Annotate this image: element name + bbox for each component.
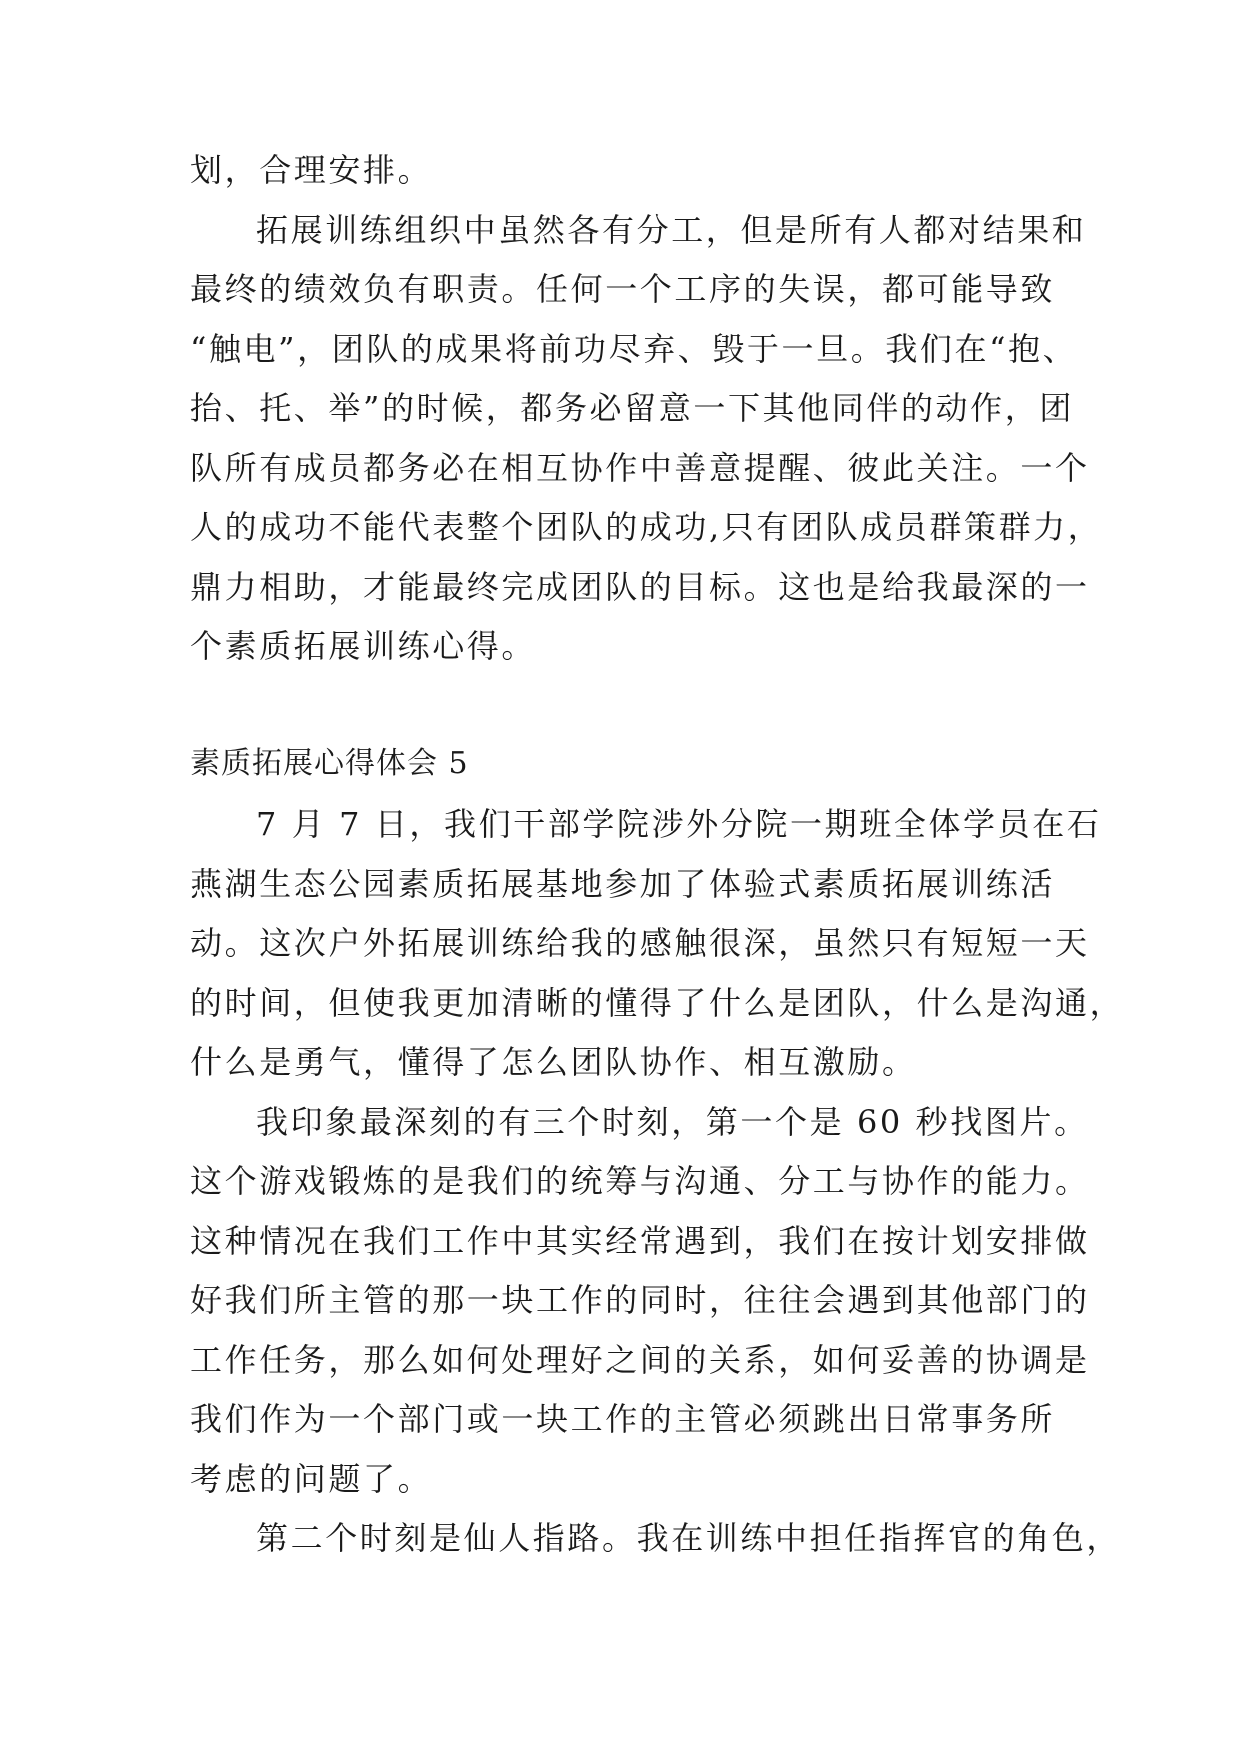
text-line: 动。这次户外拓展训练给我的感触很深，虽然只有短短一天 bbox=[190, 924, 1090, 962]
text-line: 这个游戏锻炼的是我们的统筹与沟通、分工与协作的能力。 bbox=[190, 1162, 1090, 1200]
text-line: 这种情况在我们工作中其实经常遇到，我们在按计划安排做 bbox=[190, 1222, 1090, 1260]
text-line: 工作任务，那么如何处理好之间的关系，如何妥善的协调是 bbox=[190, 1341, 1090, 1379]
text-line: 最终的绩效负有职责。任何一个工序的失误，都可能导致 bbox=[190, 270, 1056, 308]
text-line: “触电”，团队的成果将前功尽弃、毁于一旦。我们在“抱、 bbox=[190, 330, 1078, 368]
text-line: 个素质拓展训练心得。 bbox=[190, 627, 537, 665]
section-title: 素质拓展心得体会 5 bbox=[190, 746, 469, 781]
text-line: 拓展训练组织中虽然各有分工，但是所有人都对结果和 bbox=[256, 211, 1087, 249]
text-line: 什么是勇气，懂得了怎么团队协作、相互激励。 bbox=[190, 1043, 917, 1081]
text-line: 划，合理安排。 bbox=[190, 151, 433, 189]
text-line: 我印象最深刻的有三个时刻，第一个是 60 秒找图片。 bbox=[256, 1103, 1089, 1141]
text-line: 人的成功不能代表整个团队的成功,只有团队成员群策群力， bbox=[190, 508, 1103, 546]
text-line: 7 月 7 日，我们干部学院涉外分院一期班全体学员在石 bbox=[256, 805, 1102, 843]
text-line: 抬、托、举”的时候，都务必留意一下其他同伴的动作，团 bbox=[190, 389, 1074, 427]
text-line: 队所有成员都务必在相互协作中善意提醒、彼此关注。一个 bbox=[190, 449, 1090, 487]
text-line: 第二个时刻是仙人指路。我在训练中担任指挥官的角色， bbox=[256, 1519, 1122, 1557]
text-line: 燕湖生态公园素质拓展基地参加了体验式素质拓展训练活 bbox=[190, 865, 1056, 903]
text-line: 的时间，但使我更加清晰的懂得了什么是团队，什么是沟通， bbox=[190, 984, 1125, 1022]
text-line: 考虑的问题了。 bbox=[190, 1460, 433, 1498]
text-line: 鼎力相助，才能最终完成团队的目标。这也是给我最深的一 bbox=[190, 568, 1090, 606]
text-line: 我们作为一个部门或一块工作的主管必须跳出日常事务所 bbox=[190, 1400, 1056, 1438]
text-line: 好我们所主管的那一块工作的同时，往往会遇到其他部门的 bbox=[190, 1281, 1090, 1319]
